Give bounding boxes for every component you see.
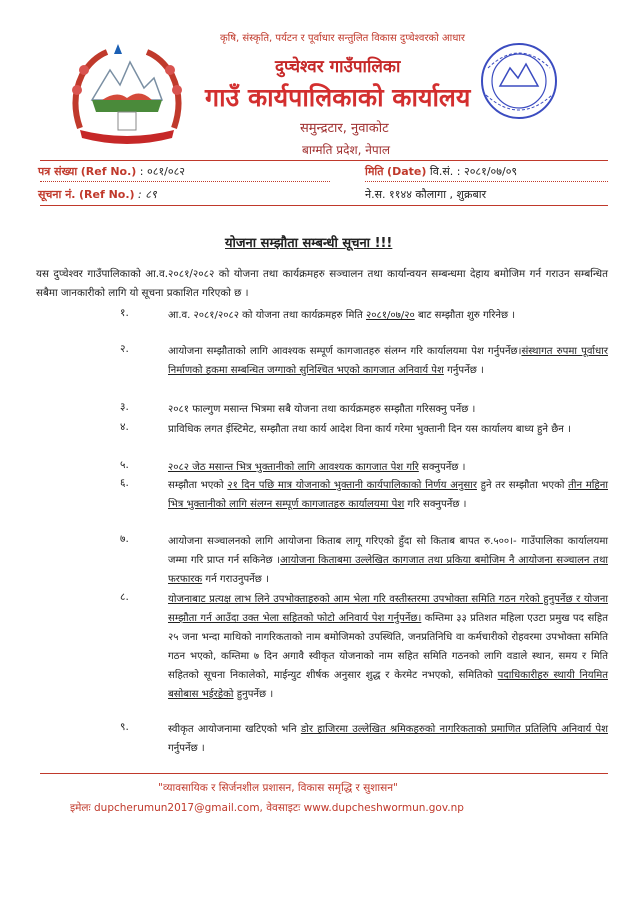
date-line [365, 164, 517, 179]
ref-divider-right [365, 181, 608, 182]
item-text-part: स्वीकृत आयोजनामा खटिएको भनि [168, 724, 301, 735]
date-value: वि.सं. : २०८१/०७/०९ [429, 165, 518, 178]
header-motto: कृषि, संस्कृति, पर्यटन र पूर्वाधार सन्तुलित विकास दुप्चेश्वरको आधार [220, 33, 466, 44]
item-number: ३. [120, 401, 129, 413]
item-text-underlined: संस्थागत रुपमा पूर्वाधार निर्माणको हकमा सम्बन्धित जग्गाको सुनिश्चित भएको कागजात अनिवार्य पेश [168, 346, 608, 376]
item-text-part: गरि सक्नुपर्नेछ । [404, 499, 467, 510]
item-text-underlined: तीन महिना भित्र भुक्तानीको लागि संलग्न सम्पूर्ण कागजातहरु कार्यालयमा पेश [168, 480, 608, 510]
item-text-underlined: २०८२ जेठ मसान्त भित्र भुक्तानीको लागि आवश्यक कागजात पेश गरि [168, 462, 419, 473]
item-number: १. [120, 307, 129, 319]
item-text [168, 458, 608, 477]
nepal-emblem-icon [62, 40, 192, 150]
patra-label: पत्र संख्या [38, 165, 78, 178]
item-text [168, 532, 608, 589]
item-text-part: २०८१ फाल्गुण मसान्त भित्रमा सबै योजना तथा कार्यक्रमहरु सम्झौता गरिसक्नु पर्नेछ । [168, 404, 476, 415]
suchana-number [38, 187, 157, 202]
suchana-en-label: (Ref No.) [79, 188, 135, 201]
suchana-value: : ८९ [138, 188, 157, 201]
item-text-underlined: डोर हाजिरमा उल्लेखित श्रमिकहरुको नागरिकताको प्रमाणित प्रतिलिपि अनिवार्य पेश [300, 724, 608, 735]
item-text [168, 342, 608, 380]
ref-divider-left [40, 181, 330, 182]
notice-intro: यस दुप्चेश्वर गाउँपालिकाको आ.व.२०८१/२०८२ को योजना तथा कार्यक्रमहरु सञ्चालन तथा कार्यान्वयन सम्बन्धमा देहाय बमोजिम गर्न गराउन सम्बन्धित सबैमा जानकारीको लागि यो सूचना प्रकाशित गरिएको छ । [36, 268, 608, 299]
item-text-part: सम्झौता भएको [168, 480, 228, 491]
office-title: गाउँ कार्यपालिकाको कार्यालय [205, 83, 471, 112]
item-text-part: गर्नुपर्नेछ । [443, 365, 484, 376]
item-number: २. [120, 343, 129, 355]
item-text-part: बाट सम्झौता शुरु गरिनेछ । [414, 310, 516, 321]
item-text [168, 720, 608, 758]
office-seal-stamp [478, 40, 560, 122]
item-text-part: कम्तिमा ३३ प्रतिशत महिला एउटा प्रमुख पद सहित २५ जना भन्दा माथिको नागरिकताको नाम बमोजिमको उपस्थिति, जनप्रतिनिधि वा कर्मचारीको रोहवरमा उपभोक्ता समिति गठन भएको, कम्तिमा ७ दिन अगावै स्वीकृत योजनाको नाम सहित समिति गठनको लागि वडाले स्थान, समय र मिति सहितको सूचना निकालेको, माईन्युट शीर्षक अनुसार शुद्ध र केरमेट नभएको, समितिको [168, 613, 608, 681]
patra-en-label: (Ref No.) [80, 165, 137, 178]
item-text-part: आ.व. २०८१/२०८२ को योजना तथा कार्यक्रमहरु मिति [168, 310, 366, 321]
item-text-part: सक्नुपर्नेछ । [418, 462, 466, 473]
item-number: ६. [120, 477, 129, 489]
footer-slogan: "व्यावसायिक र सिर्जनशील प्रशासन, विकास समृद्धि र सुशासन" [158, 782, 398, 794]
footer-contact: इमेलः dupcherumun2017@gmail.com, वेवसाइटः www.dupcheshwormun.gov.np [70, 802, 464, 814]
item-text-underlined: २०८१/०७/२० [365, 310, 415, 321]
item-text [168, 400, 608, 419]
item-text-underlined: योजनाबाट प्रत्यक्ष लाभ लिने उपभोक्ताहरुको आम भेला गरि वस्तीस्तरमा उपभोक्ता समिति गठन गरेको हुनुपर्नेछ र योजना सम्झौता गर्न आउँदा उक्त भेला सहितको फोटो अनिवार्य पेश गर्नुपर्नेछ। [168, 594, 608, 624]
item-text-part: हुनुपर्नेछ । [233, 689, 274, 700]
ref-bottom-divider [40, 205, 608, 206]
notice-subject: योजना सम्झौता सम्बन्धी सूचना !!! [225, 236, 393, 251]
item-text-part: गर्न गराउनुपर्नेछ । [202, 574, 269, 585]
item-text-underlined: पदाधिकारीहरु स्थायी नियमित बसोबास भईरहेको [168, 670, 608, 700]
nepal-sambat-date: ने.स. ११४४ कौलागा , शुक्रबार [365, 188, 487, 201]
item-number: ७. [120, 533, 129, 545]
item-text-part: हुने तर सम्झौता भएको [476, 480, 569, 491]
item-text [168, 476, 608, 514]
item-number: ९. [120, 721, 129, 733]
item-number: ८. [120, 591, 129, 603]
item-text [168, 306, 608, 325]
patra-sankhya [38, 164, 185, 179]
item-text [168, 420, 608, 439]
item-text-part: प्राविधिक लगत ईस्टिमेट, सम्झौता तथा कार्य आदेश विना कार्य गरेमा भुक्तानी दिन यस कार्यालय बाध्य हुने छैन । [168, 424, 571, 435]
suchana-label: सूचना नं. [38, 188, 76, 201]
header-divider [40, 160, 608, 161]
item-text-part: आयोजना सम्झौताको लागि आवश्यक सम्पूर्ण कागजातहरु संलग्न गरि कार्यालयमा पेश गर्नुपर्नेछ। [168, 346, 522, 357]
patra-value: : ०८१/०८२ [139, 165, 186, 178]
item-text-underlined: २१ दिन पछि मात्र योजनाको भुक्तानी कार्यपालिकाको निर्णय अनुसार [227, 480, 477, 491]
date-en-label: (Date) [387, 165, 427, 178]
item-text [168, 590, 608, 704]
footer-divider [40, 773, 608, 774]
item-text-underlined: आयोजना किताबमा उल्लेखित कागजात तथा प्रकिया बमोजिम नै आयोजना सञ्चालन तथा फरफारक [168, 555, 609, 585]
item-number: ५. [120, 459, 129, 471]
province-name: बाग्मति प्रदेश, नेपाल [302, 143, 390, 157]
municipality-name: दुप्चेश्वर गाउँपालिका [275, 57, 401, 77]
date-label: मिति [365, 165, 384, 178]
office-address: समुन्द्रटार, नुवाकोट [300, 121, 389, 136]
item-text-part: गर्नुपर्नेछ । [168, 743, 205, 754]
item-text-part: आयोजना सञ्चालनको लागि आयोजना किताब लागू गरिएको हुँदा सो किताब बापत रु.५००।- गाउँपालिका कार्यालयमा जम्मा गरि प्राप्त गर्न सकिनेछ । [168, 536, 608, 566]
item-number: ४. [120, 421, 129, 433]
